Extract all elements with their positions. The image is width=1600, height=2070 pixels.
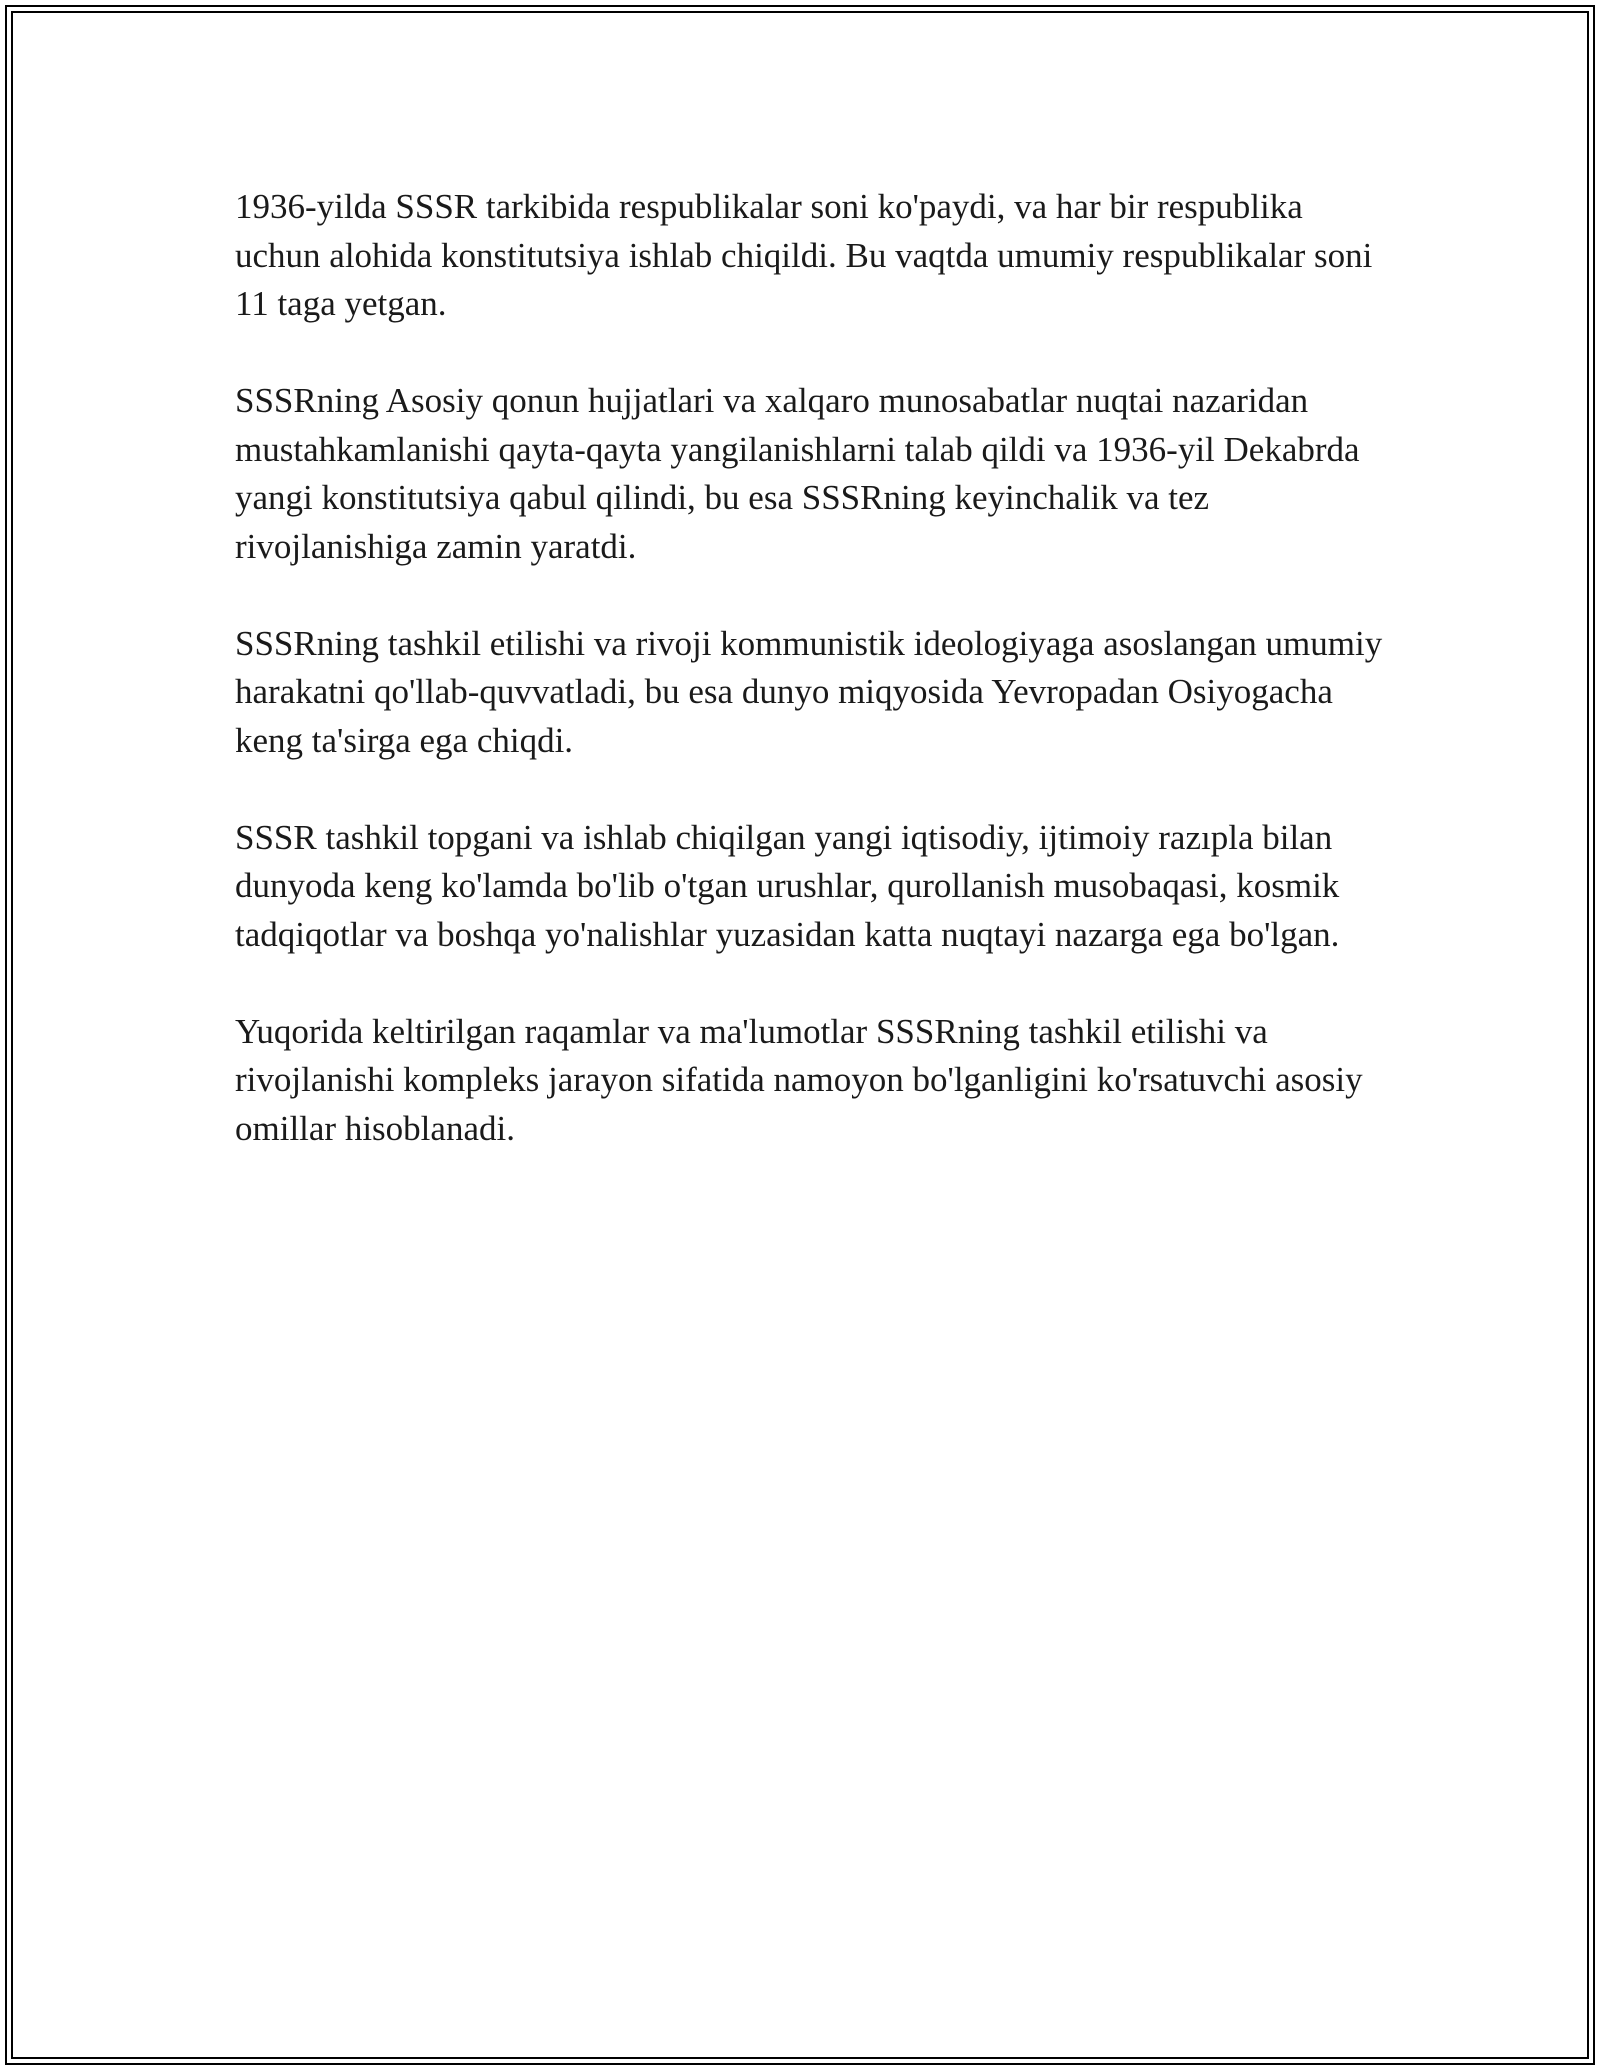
document-body xyxy=(235,183,1395,1202)
paragraph-1: 1936-yilda SSSR tarkibida respublikalar soni ko'paydi, va har bir respublika uchun alohida konstitutsiya ishlab chiqildi. Bu vaqtda umumiy respublikalar soni 11 taga yetgan. xyxy=(235,187,1373,323)
paragraph-5: Yuqorida keltirilgan raqamlar va ma'lumotlar SSSRning tashkil etilishi va rivojlanishi kompleks jarayon sifatida namoyon bo'lganligini ko'rsatuvchi asosiy omillar hisoblanadi. xyxy=(235,1011,1363,1148)
paragraph-2: SSSRning Asosiy qonun hujjatlari va xalqaro munosabatlar nuqtai nazaridan mustahkamlanishi qayta-qayta yangilanishlarni talab qildi va 1936-yil Dekabrda yangi konstitutsiya qabul qilindi, bu esa SSSRning keyinchalik va tez rivojlanishiga zamin yaratdi. xyxy=(235,381,1360,566)
paragraph-3: SSSRning tashkil etilishi va rivoji kommunistik ideologiyaga asoslangan umumiy harakatni qo'llab-quvvatladi, bu esa dunyo miqyosida Yevropadan Osiyogacha keng ta'sirga ega chiqdi. xyxy=(235,623,1383,760)
paragraph-4: SSSR tashkil topgani va ishlab chiqilgan yangi iqtisodiy, ijtimoiy razıpla bilan dunyoda keng ko'lamda bo'lib o'tgan urushlar, qurollanish musobaqasi, kosmik tadqiqotlar va boshqa yo'nalishlar yuzasidan katta nuqtayi nazarga ega bo'lgan. xyxy=(235,817,1340,954)
